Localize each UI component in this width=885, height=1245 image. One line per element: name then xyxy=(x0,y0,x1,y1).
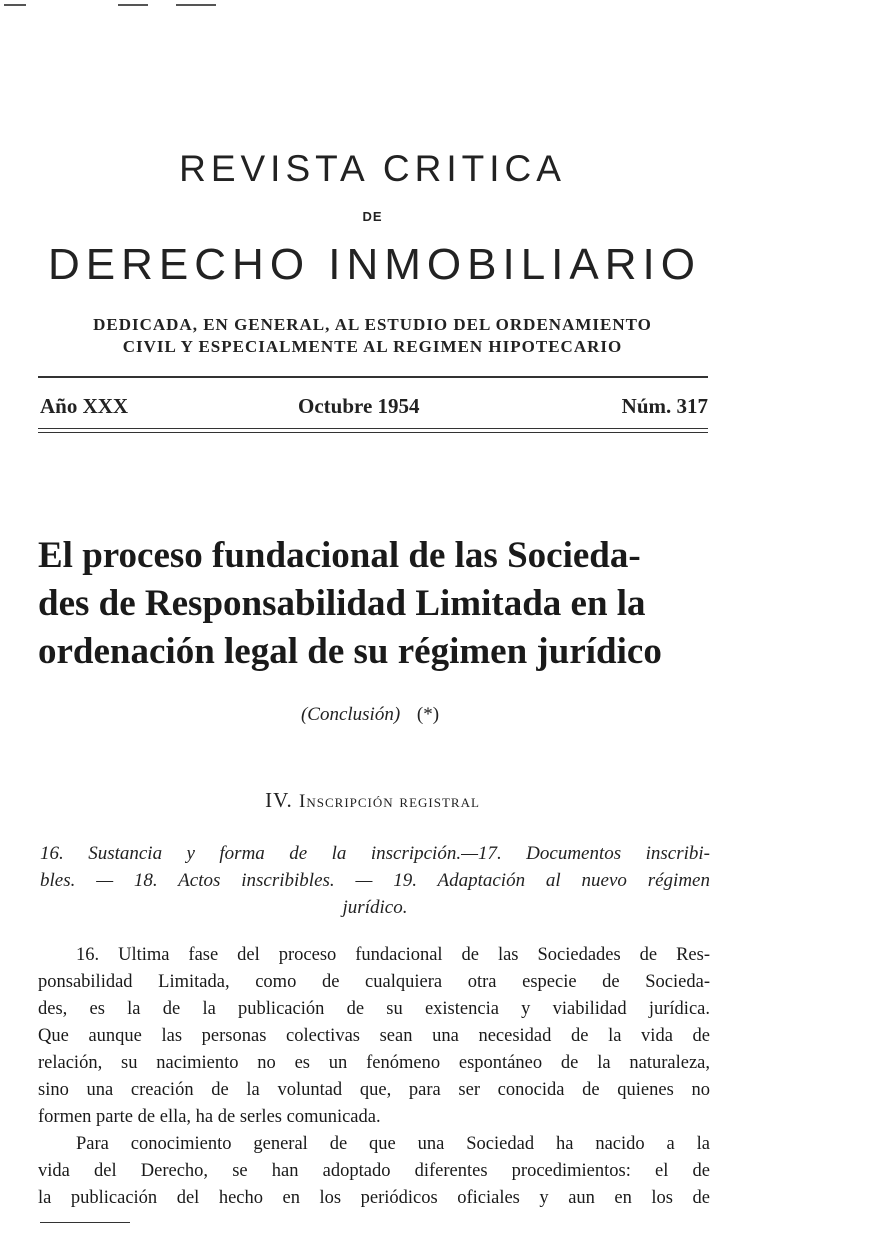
header-rule-bottom-double xyxy=(38,432,708,433)
summary-line: jurídico. xyxy=(342,897,408,918)
section-heading xyxy=(0,788,745,813)
text-line: Para conocimiento general de que una Sociedad ha nacido a la xyxy=(76,1134,710,1154)
issue-number: Núm. 317 xyxy=(621,394,708,418)
subtitle-text: (Conclusión) xyxy=(300,704,401,725)
text-line: formen parte de ella, ha de serles comunicada. xyxy=(38,1107,381,1127)
article-subtitle xyxy=(0,704,740,726)
section-title: Inscripción registral xyxy=(299,791,480,812)
issue-date: Octubre 1954 xyxy=(298,394,420,418)
text-line: Que aunque las personas colectivas sean una necesidad de la vida de xyxy=(38,1026,710,1046)
section-summary xyxy=(40,840,710,921)
text-line: vida del Derecho, se han adoptado diferentes procedimientos: el de xyxy=(38,1161,710,1181)
body-text xyxy=(38,942,710,1212)
journal-dedication-line1: DEDICADA, EN GENERAL, AL ESTUDIO DEL ORDENAMIENTO xyxy=(93,315,652,334)
footnote-marker: (*) xyxy=(416,704,440,725)
issue-year: Año XXX xyxy=(40,394,129,418)
text-line: des, es la de la publicación de su existencia y viabilidad jurídica. xyxy=(38,999,710,1019)
text-line: sino una creación de la voluntad que, para ser conocida de quienes no xyxy=(38,1080,710,1100)
scan-marks xyxy=(0,4,885,10)
journal-title-de: DE xyxy=(362,209,383,224)
text-line: la publicación del hecho en los periódicos oficiales y aun en los de xyxy=(38,1188,710,1208)
journal-title-line1: REVISTA CRITICA xyxy=(179,148,566,189)
text-line: relación, su nacimiento no es un fenómeno espontáneo de la naturaleza, xyxy=(38,1053,710,1073)
paragraph xyxy=(38,1131,710,1212)
section-number: IV. xyxy=(265,788,293,812)
header-rule-top xyxy=(38,376,708,378)
issue-info xyxy=(40,394,708,422)
paragraph xyxy=(38,942,710,1131)
article-title-line: des de Responsabilidad Limitada en la xyxy=(38,583,646,624)
journal-dedication-line2: CIVIL Y ESPECIALMENTE AL REGIMEN HIPOTECARIO xyxy=(122,337,623,356)
summary-line: bles. — 18. Actos inscribibles. — 19. Adaptación al nuevo régimen xyxy=(40,870,710,891)
summary-line: 16. Sustancia y forma de la inscripción.—17. Documentos inscribi- xyxy=(40,843,710,864)
header-rule-bottom xyxy=(38,428,708,429)
article-title-line: ordenación legal de su régimen jurídico xyxy=(38,631,662,672)
article-title-line: El proceso fundacional de las Socieda- xyxy=(38,535,641,576)
text-line: 16. Ultima fase del proceso fundacional de las Sociedades de Res- xyxy=(76,945,710,965)
article-title xyxy=(38,532,718,676)
journal-title-line2: DERECHO INMOBILIARIO xyxy=(48,240,701,289)
text-line: ponsabilidad Limitada, como de cualquiera otra especie de Socieda- xyxy=(38,972,710,992)
footnote-rule xyxy=(40,1222,130,1223)
